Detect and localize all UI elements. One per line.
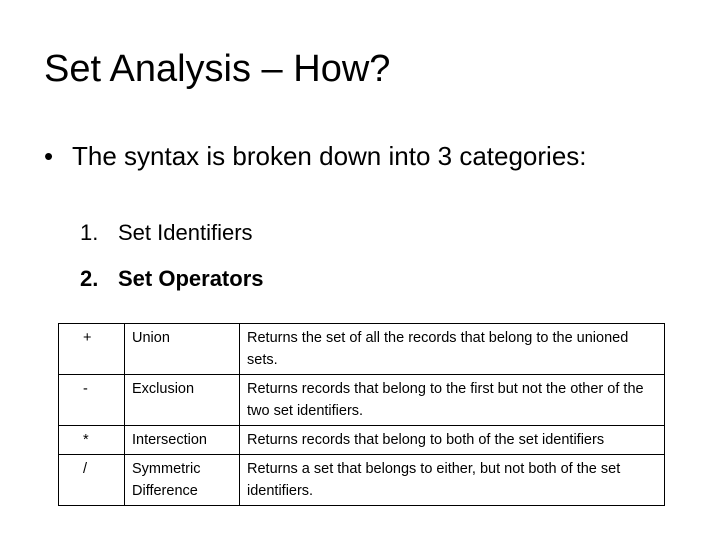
table-row: [59, 426, 665, 455]
operator-symbol: *: [59, 426, 125, 455]
operator-symbol: /: [59, 455, 125, 506]
set-operators-table: [58, 323, 665, 506]
table-row: [59, 375, 665, 426]
operator-name: Intersection: [125, 426, 240, 455]
operator-symbol: +: [59, 324, 125, 375]
bullet-item: [44, 138, 587, 174]
table-row: [59, 324, 665, 375]
operator-name: Symmetric Difference: [125, 455, 240, 506]
operator-name: Union: [125, 324, 240, 375]
operator-description: Returns a set that belongs to either, but not both of the set identifiers.: [240, 455, 665, 506]
operator-name: Exclusion: [125, 375, 240, 426]
list-item-set-operators: [80, 264, 264, 294]
list-label: Set Identifiers: [118, 220, 253, 245]
operator-description: Returns the set of all the records that belong to the unioned sets.: [240, 324, 665, 375]
operator-description: Returns records that belong to the first but not the other of the two set identifiers.: [240, 375, 665, 426]
table-row: [59, 455, 665, 506]
operator-symbol: -: [59, 375, 125, 426]
slide-title: Set Analysis – How?: [44, 48, 391, 90]
list-number: 2.: [80, 266, 99, 291]
list-item-set-identifiers: [80, 218, 253, 248]
list-label: Set Operators: [118, 266, 264, 291]
bullet-marker: •: [44, 141, 54, 171]
operator-description: Returns records that belong to both of the set identifiers: [240, 426, 665, 455]
bullet-text: The syntax is broken down into 3 categories:: [72, 141, 587, 171]
list-number: 1.: [80, 220, 99, 245]
